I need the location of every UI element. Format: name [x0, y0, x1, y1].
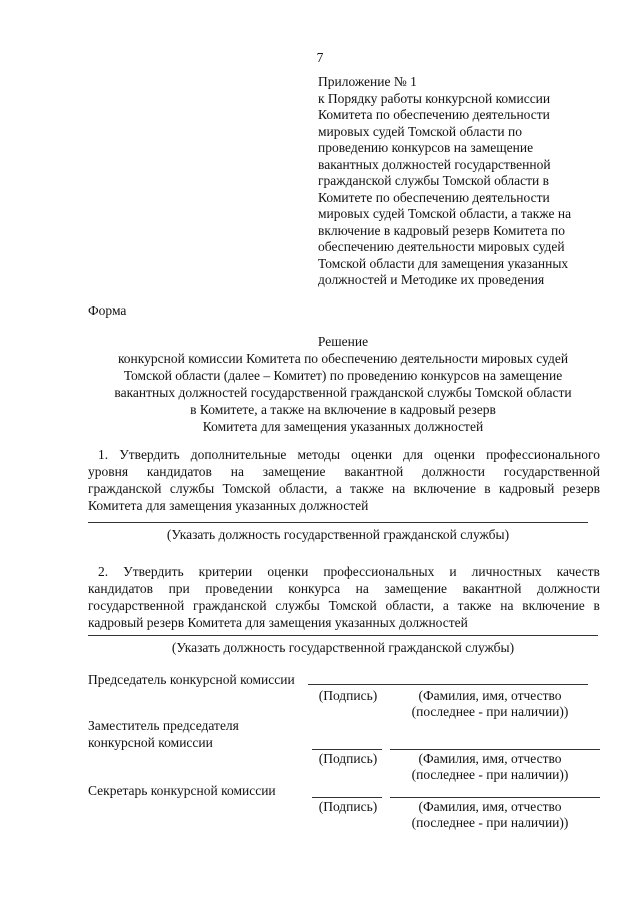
item-1-line: Комитета для замещения указанных должностей — [88, 498, 369, 513]
chairman-name-caption: (Фамилия, имя, отчество (последнее - при наличии)) — [411, 688, 569, 719]
item-2-line: государственной гражданской службы Томской области, а также на включение в — [88, 598, 600, 613]
decision-line: конкурсной комиссии Комитета по обеспечению деятельности мировых судей — [117, 351, 569, 366]
chairman-signature-caption: (Подпись) — [318, 688, 378, 703]
appendix-line: к Порядку работы конкурсной комиссии — [318, 90, 551, 106]
chairman-label: Председатель конкурсной комиссии — [88, 672, 295, 687]
decision-title — [88, 333, 598, 435]
item-2-line: кадровый резерв Комитета для замещения указанных должностей — [88, 615, 468, 630]
decision-line: Томской области (далее – Комитет) по проведению конкурсов на замещение — [123, 368, 563, 383]
deputy-chairman-label: Заместитель председателя конкурсной комиссии — [88, 718, 239, 750]
secretary-label: Секретарь конкурсной комиссии — [88, 783, 276, 798]
decision-heading: Решение — [317, 334, 369, 349]
decision-line: в Комитете, а также на включение в кадровый резерв — [190, 402, 496, 417]
item-1-line: 1. Утвердить дополнительные методы оценки для оценки профессионального — [98, 447, 600, 462]
appendix-line: включение в кадровый резерв Комитета по — [318, 222, 565, 238]
decision-line: Комитета для замещения указанных должностей — [202, 419, 484, 434]
deputy-signature-line — [312, 749, 382, 750]
page-number: 7 — [316, 50, 324, 65]
appendix-line: вакантных должностей государственной — [318, 156, 551, 172]
appendix-line: Комитете по обеспечению деятельности — [318, 189, 550, 205]
appendix-header — [318, 74, 608, 289]
deputy-name-line — [390, 749, 600, 750]
item-1-paragraph — [88, 446, 600, 514]
chairman-signature-line — [308, 684, 588, 685]
secretary-signature-caption: (Подпись) — [318, 799, 378, 814]
deputy-signature-caption: (Подпись) — [318, 751, 378, 766]
appendix-line: проведению конкурсов на замещение — [318, 140, 534, 155]
appendix-line: Комитета по обеспечению деятельности — [318, 107, 550, 122]
appendix-line: должностей и Методике их проведения — [318, 272, 545, 287]
position-line-1 — [88, 522, 588, 523]
item-2-line: 2. Утвердить критерии оценки профессиональных и личностных качеств — [98, 564, 600, 579]
item-2-line: кандидатов при проведении конкурса на замещение вакантной должности — [88, 581, 600, 596]
appendix-line: мировых судей Томской области по — [318, 123, 522, 139]
position-line-2 — [88, 635, 598, 636]
item-1-line: уровня кандидатов на замещение вакантной должности государственной — [88, 464, 600, 479]
decision-line: вакантных должностей государственной гражданской службы Томской области — [114, 385, 572, 400]
position-caption-2: (Указать должность государственной гражданской службы) — [171, 640, 515, 655]
position-caption-1: (Указать должность государственной гражданской службы) — [166, 527, 510, 542]
appendix-line: Томской области для замещения указанных — [318, 255, 569, 271]
secretary-name-line — [390, 797, 600, 798]
form-label: Форма — [88, 303, 127, 318]
appendix-line: обеспечению деятельности мировых судей — [318, 239, 565, 254]
appendix-line: Приложение № 1 — [318, 74, 417, 89]
secretary-name-caption: (Фамилия, имя, отчество (последнее - при наличии)) — [411, 799, 569, 830]
appendix-line: мировых судей Томской области, а также на — [318, 206, 572, 221]
deputy-name-caption: (Фамилия, имя, отчество (последнее - при наличии)) — [411, 751, 569, 782]
item-1-line: гражданской службы Томской области, а также на включение в кадровый резерв — [88, 481, 600, 496]
secretary-signature-line — [312, 797, 382, 798]
appendix-line: гражданской службы Томской области в — [318, 173, 550, 188]
item-2-paragraph — [88, 563, 600, 631]
